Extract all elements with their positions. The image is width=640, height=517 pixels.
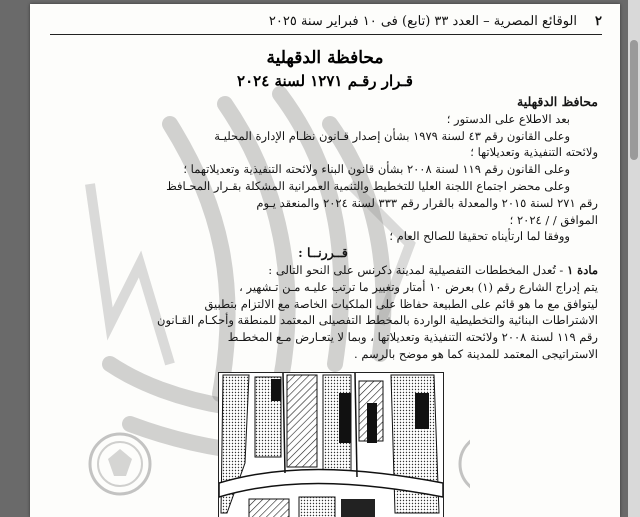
- paragraph: الموافق / / ٢٠٢٤ ؛: [509, 212, 598, 227]
- article-line: الاستراتيجى المعتمد للمدينة كما هو موضح بالرسم .: [354, 346, 598, 361]
- scrollbar-thumb[interactable]: [630, 40, 638, 160]
- signatory-line: محافظ الدقهلية: [517, 94, 598, 109]
- page-header: [50, 10, 602, 32]
- article-text: - تُعدل المخططات التفصيلية لمدينة دكرنس على النحو التالى :: [268, 262, 564, 277]
- paragraph: ووفقا لما ارتأيناه تحقيقا للصالح العام ؛: [389, 229, 570, 244]
- paragraph: وعلى القانون رقم ١١٩ لسنة ٢٠٠٨ بشأن قانون البناء ولائحته التنفيذية وتعديلاتهما ؛: [183, 162, 570, 177]
- paragraph: رقم ٢٧١ لسنة ٢٠١٥ والمعدلة بالقرار رقم ٣٣٣ لسنة ٢٠٢٤ والمنعقد يـوم: [256, 195, 598, 210]
- governorate-title: محافظة الدقهلية: [266, 48, 384, 68]
- article-line: يتم إدراج الشارع رقم (١) بعرض ١٠ أمتار وتغيير ما ترتب عليـه مـن تـشهير ،: [239, 279, 598, 294]
- running-title: الوقائع المصرية – العدد ٣٣ (تابع) فى ١٠ فبراير سنة ٢٠٢٥: [268, 13, 578, 29]
- decree-body: [48, 94, 598, 363]
- article-label: مادة ١: [566, 262, 598, 277]
- paragraph: بعد الاطلاع على الدستور ؛: [446, 111, 570, 126]
- site-plan-drawing: [218, 372, 444, 517]
- vertical-scrollbar[interactable]: [628, 0, 640, 517]
- paragraph: وعلى محضر اجتماع اللجنة العليا للتخطيط والتنمية العمرانية المشكلة بقـرار المحـافظ: [166, 178, 570, 193]
- article-heading: [48, 262, 598, 279]
- article-line: رقم ١١٩ لسنة ٢٠٠٨ ولائحته التنفيذية وتعديلاتها ، وبما لا يتعـارض مـع المخطـط: [227, 330, 598, 345]
- document-page: [30, 4, 620, 517]
- site-plan-svg: [219, 373, 443, 517]
- decided-heading: قــررنــا :: [298, 245, 348, 261]
- page-number: ٢: [595, 13, 602, 29]
- article-line: ليتوافق مع ما هو قائم على الطبيعة حفاظا على الملكيات الخاصة مع الالتزام بتطبيق: [204, 296, 598, 311]
- paragraph: وعلى القانون رقم ٤٣ لسنة ١٩٧٩ بشأن إصدار قـانون نظـام الإدارة المحليـة: [214, 128, 570, 143]
- paragraph: ولائحته التنفيذية وتعديلاتها ؛: [470, 145, 598, 160]
- decree-title: قـرار رقـم ١٢٧١ لسنة ٢٠٢٤: [237, 72, 413, 90]
- header-divider: [50, 34, 602, 35]
- article-line: الاشتراطات البنائية والتخطيطية الواردة بالمخطط التفصيلى المعتمد للمنطقة وأحكـام القـانون: [157, 313, 598, 328]
